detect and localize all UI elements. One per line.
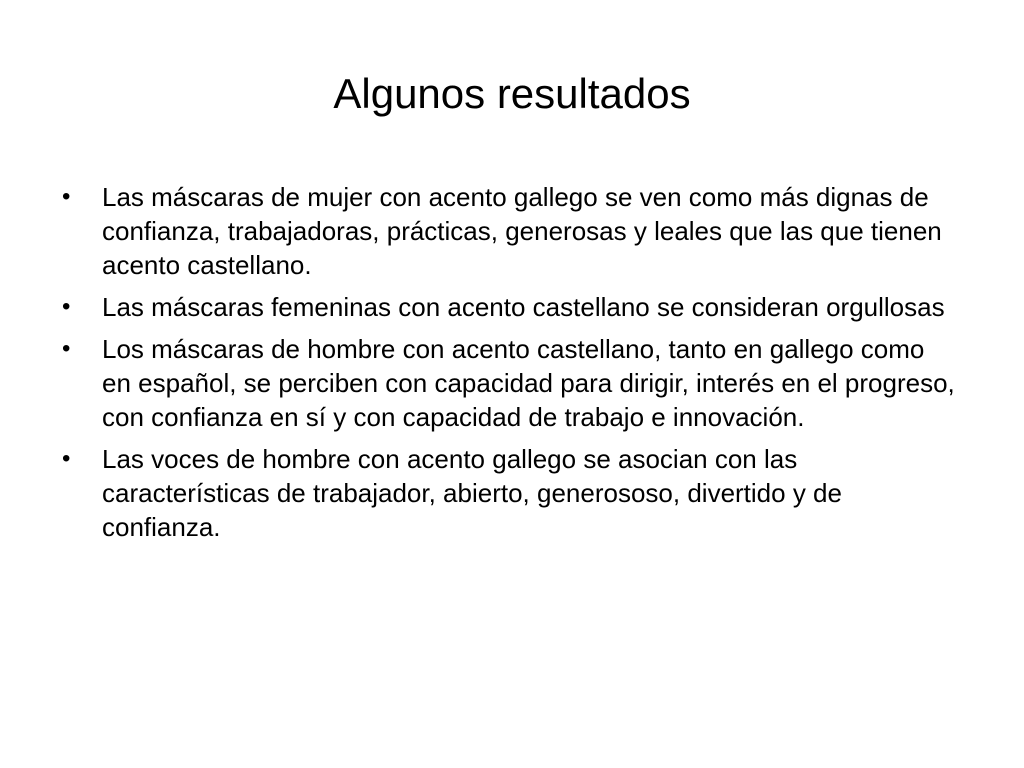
bullet-text: Las máscaras femeninas con acento castellano se consideran orgullosas: [102, 292, 945, 322]
bullet-text: Las máscaras de mujer con acento gallego se ven como más dignas de confianza, trabajadoras, prácticas, generosas y leales que las que tienen acento castellano.: [102, 182, 942, 280]
bullet-item: [60, 290, 960, 324]
bullet-marker-icon: •: [62, 183, 71, 210]
bullet-item: [60, 332, 960, 434]
slide-title: Algunos resultados: [333, 70, 691, 117]
bullet-item: [60, 180, 960, 282]
bullet-text: Las voces de hombre con acento gallego se asocian con las características de trabajador, abierto, generososo, divertido y de confianza.: [102, 444, 842, 542]
bullet-marker-icon: •: [62, 293, 71, 320]
bullet-list: [60, 180, 960, 552]
bullet-marker-icon: •: [62, 445, 71, 472]
bullet-text: Los máscaras de hombre con acento castellano, tanto en gallego como en español, se perciben con capacidad para dirigir, interés en el progreso, con confianza en sí y con capacidad de trabajo e innovación.: [102, 334, 955, 432]
bullet-marker-icon: •: [62, 335, 71, 362]
bullet-item: [60, 442, 960, 544]
